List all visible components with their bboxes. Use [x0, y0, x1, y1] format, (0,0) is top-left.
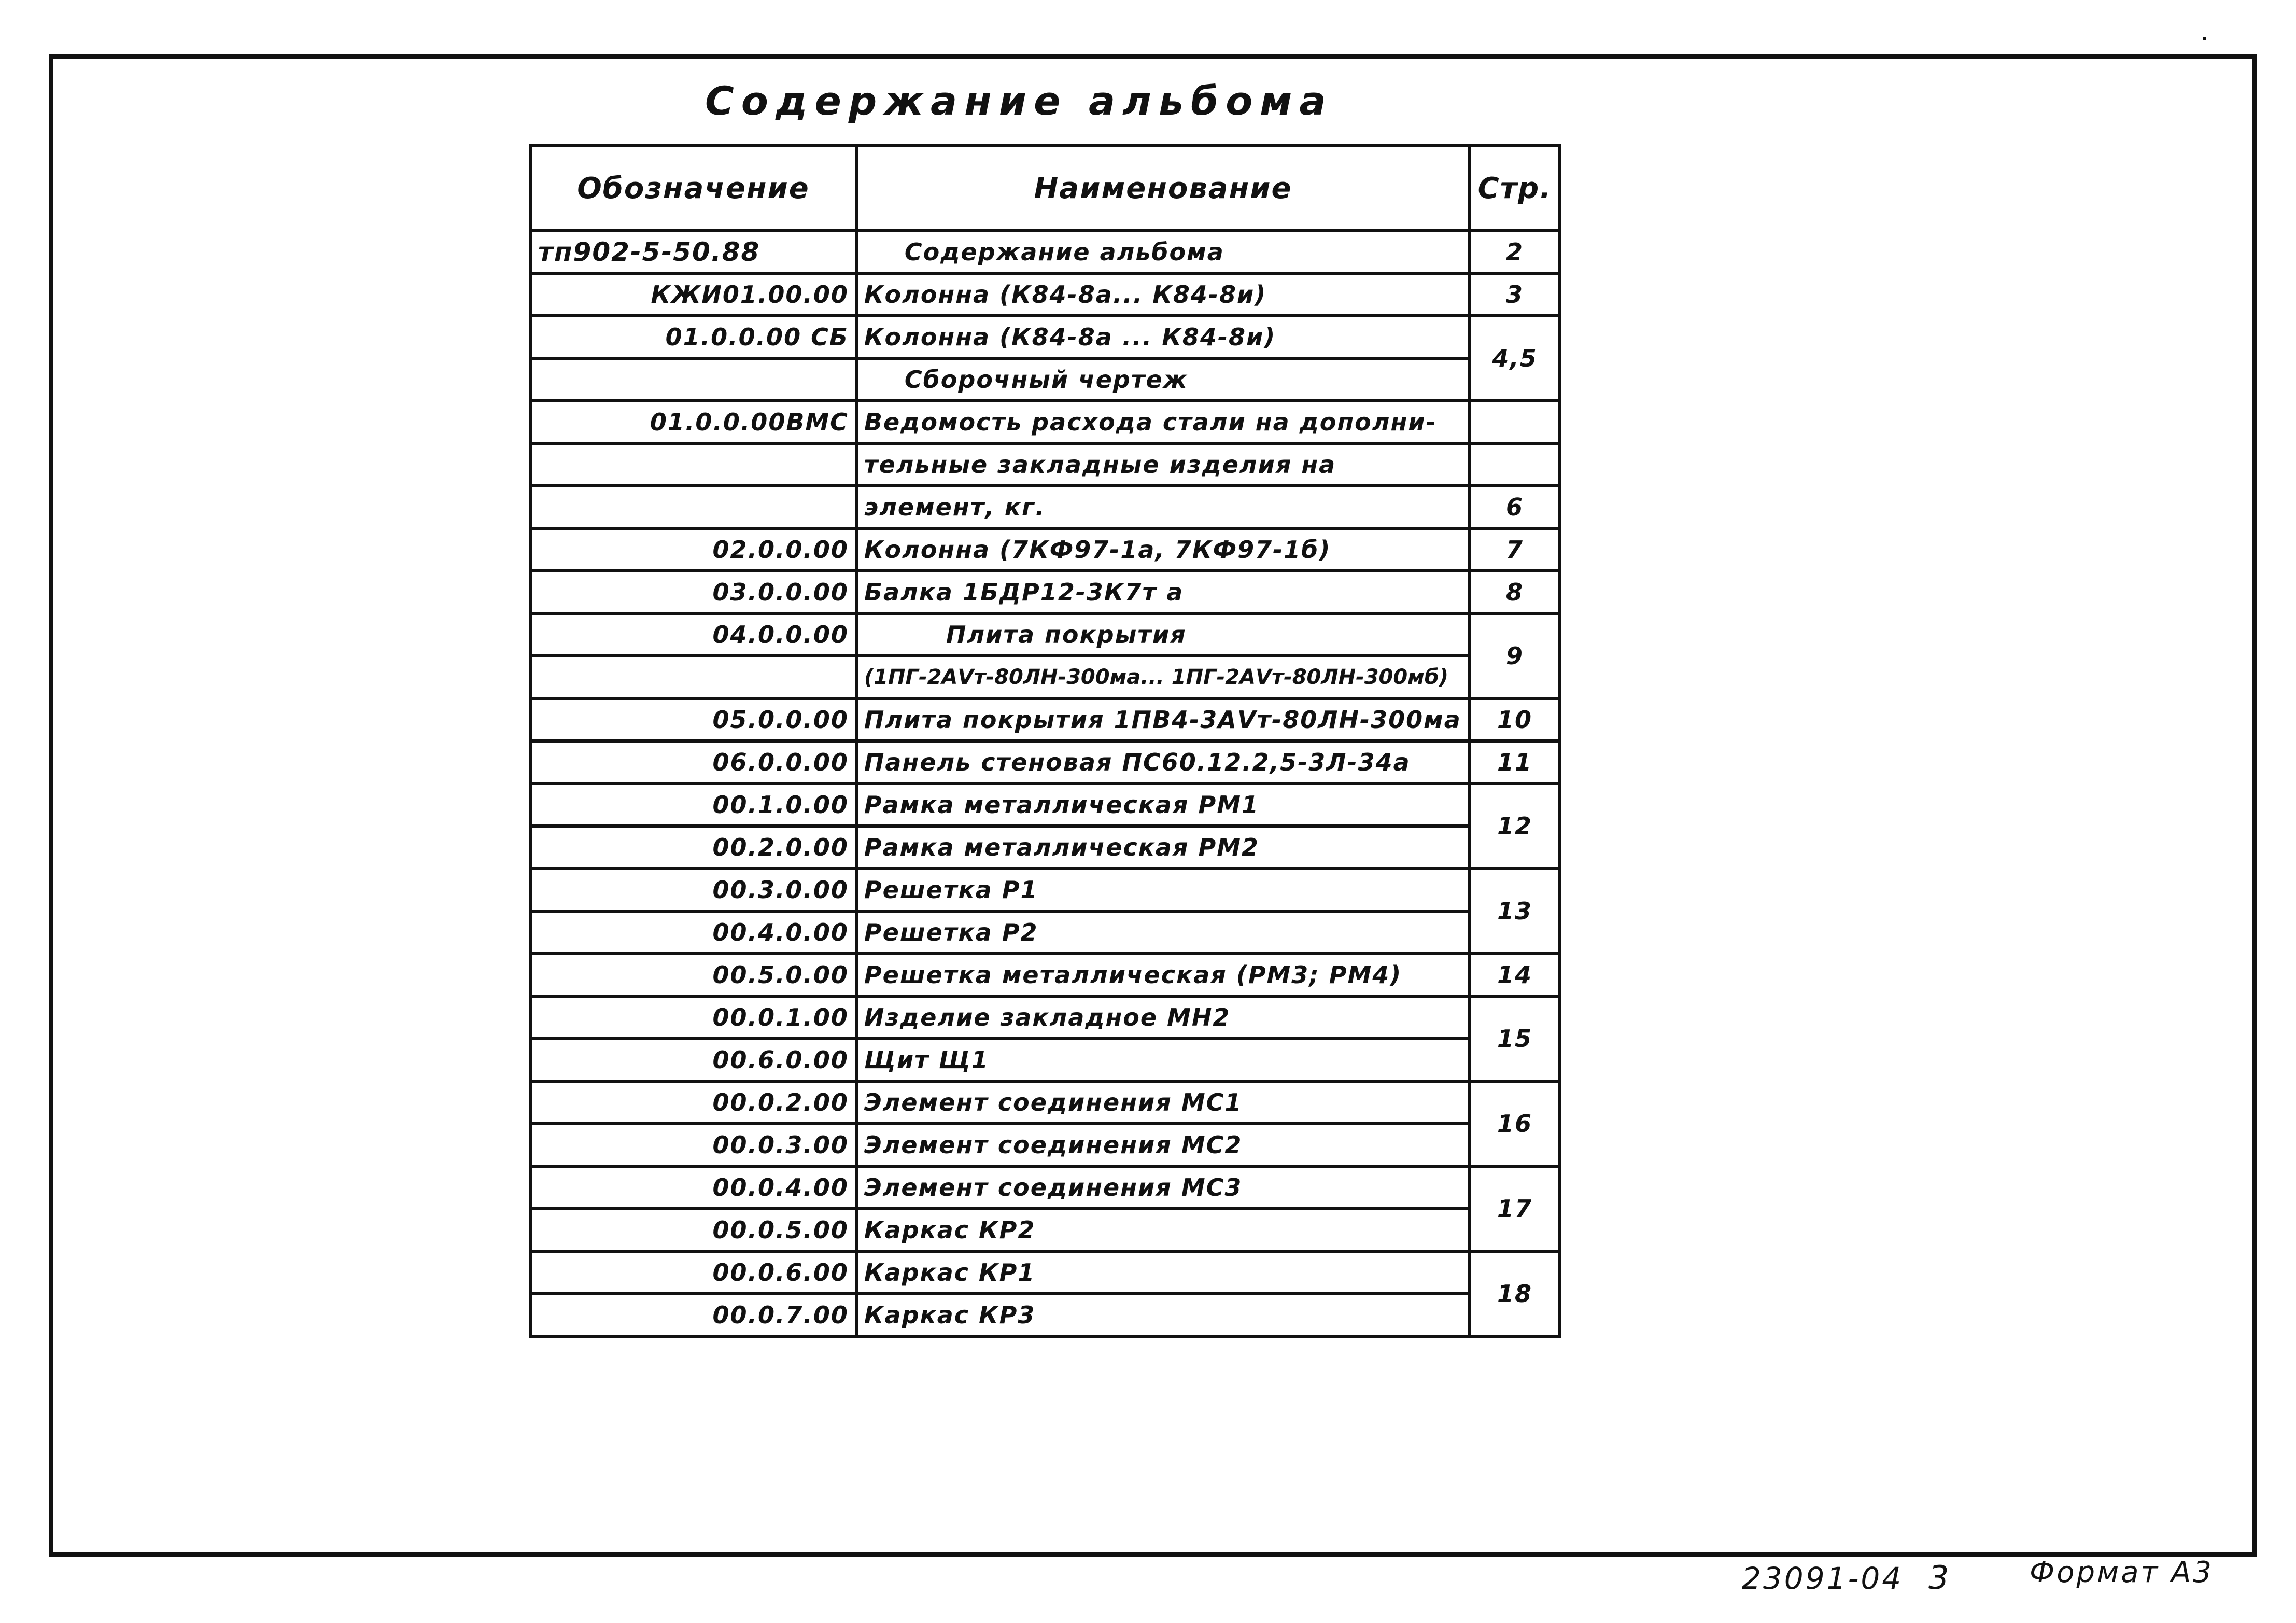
table-row: [530, 741, 1560, 783]
row-code: 01.0.0.00ВМС: [530, 401, 856, 443]
row-name: Содержание альбома: [856, 231, 1470, 273]
row-page: [1470, 401, 1560, 443]
row-code: 00.6.0.00: [530, 1039, 856, 1081]
row-name: Решетка Р2: [856, 911, 1470, 954]
row-name: (1ПГ-2АVт-80ЛН-300ма... 1ПГ-2АVт-80ЛН-300мб): [856, 656, 1470, 698]
table-row: [530, 826, 1560, 869]
row-name: Балка 1БДР12-3К7т а: [856, 571, 1470, 613]
row-page: 16: [1470, 1081, 1560, 1166]
row-name: Плита покрытия 1ПВ4-3АVт-80ЛН-300ма: [856, 698, 1470, 741]
row-page: 9: [1470, 613, 1560, 698]
table-row: [530, 1209, 1560, 1251]
row-page: 11: [1470, 741, 1560, 783]
row-name: Щит Щ1: [856, 1039, 1470, 1081]
row-code: 00.0.5.00: [530, 1209, 856, 1251]
row-name: Колонна (К84-8а ... К84-8и): [856, 316, 1470, 358]
row-code: 03.0.0.00: [530, 571, 856, 613]
row-code: КЖИ01.00.00: [530, 273, 856, 316]
document-number: 23091-04: [1742, 1561, 1904, 1596]
table-row: [530, 1039, 1560, 1081]
table-row: [530, 231, 1560, 273]
row-code: 01.0.0.00 СБ: [530, 316, 856, 358]
row-code: 00.0.4.00: [530, 1166, 856, 1209]
row-code: 06.0.0.00: [530, 741, 856, 783]
row-name: Колонна (7КФ97-1а, 7КФ97-1б): [856, 528, 1470, 571]
table-row: [530, 528, 1560, 571]
row-name: Каркас КР3: [856, 1294, 1470, 1336]
row-name: Решетка Р1: [856, 869, 1470, 911]
row-name: Каркас КР2: [856, 1209, 1470, 1251]
row-page: 14: [1470, 954, 1560, 996]
row-page: 15: [1470, 996, 1560, 1081]
row-page: 7: [1470, 528, 1560, 571]
row-code: 00.0.7.00: [530, 1294, 856, 1336]
row-name: тельные закладные изделия на: [856, 443, 1470, 486]
row-code: [530, 656, 856, 698]
row-page: 3: [1470, 273, 1560, 316]
page-title: Содержание альбома: [705, 78, 1333, 124]
table-row: [530, 316, 1560, 358]
row-code: 00.0.1.00: [530, 996, 856, 1039]
table-row: [530, 401, 1560, 443]
table-row: [530, 1251, 1560, 1294]
row-page: 13: [1470, 869, 1560, 954]
header-page: Стр.: [1470, 146, 1560, 231]
contents-table: [529, 144, 1561, 1338]
table-row: [530, 443, 1560, 486]
row-code: 00.0.6.00: [530, 1251, 856, 1294]
table-row: [530, 656, 1560, 698]
row-code: 00.0.3.00: [530, 1124, 856, 1166]
row-name: Ведомость расхода стали на дополни-: [856, 401, 1470, 443]
table-row: [530, 911, 1560, 954]
table-row: [530, 358, 1560, 401]
row-page: [1470, 443, 1560, 486]
row-name: Каркас КР1: [856, 1251, 1470, 1294]
row-page: 17: [1470, 1166, 1560, 1251]
row-code: 00.4.0.00: [530, 911, 856, 954]
table-row: [530, 783, 1560, 826]
table-row: [530, 486, 1560, 528]
table-row: [530, 996, 1560, 1039]
table-row: [530, 1124, 1560, 1166]
table-row: [530, 1081, 1560, 1124]
row-page: 8: [1470, 571, 1560, 613]
table-row: [530, 869, 1560, 911]
row-name: Изделие закладное МН2: [856, 996, 1470, 1039]
row-code: 00.0.2.00: [530, 1081, 856, 1124]
table-row: [530, 1294, 1560, 1336]
table-row: [530, 571, 1560, 613]
row-code: 02.0.0.00: [530, 528, 856, 571]
table-header: [530, 146, 1560, 231]
table-row: [530, 613, 1560, 656]
row-page: 18: [1470, 1251, 1560, 1336]
row-page: 2: [1470, 231, 1560, 273]
row-name: Плита покрытия: [856, 613, 1470, 656]
row-code: [530, 486, 856, 528]
sheet-number: 3: [1928, 1559, 1949, 1597]
row-page: 4,5: [1470, 316, 1560, 401]
row-page: 10: [1470, 698, 1560, 741]
row-name: Панель стеновая ПС60.12.2,5-3Л-34а: [856, 741, 1470, 783]
header-name: Наименование: [856, 146, 1470, 231]
header-code: Обозначение: [530, 146, 856, 231]
paper-format: Формат А3: [2030, 1556, 2214, 1589]
row-name: Колонна (К84-8а... К84-8и): [856, 273, 1470, 316]
table-row: [530, 954, 1560, 996]
row-code: 00.5.0.00: [530, 954, 856, 996]
row-page: 6: [1470, 486, 1560, 528]
row-name: Элемент соединения МС2: [856, 1124, 1470, 1166]
row-code: 05.0.0.00: [530, 698, 856, 741]
row-name: Решетка металлическая (РМ3; РМ4): [856, 954, 1470, 996]
row-name: Сборочный чертеж: [856, 358, 1470, 401]
row-code: тп902-5-50.88: [530, 231, 856, 273]
row-code: 00.2.0.00: [530, 826, 856, 869]
row-code: 00.3.0.00: [530, 869, 856, 911]
row-name: элемент, кг.: [856, 486, 1470, 528]
table-row: [530, 273, 1560, 316]
row-code: [530, 358, 856, 401]
row-name: Рамка металлическая РМ1: [856, 783, 1470, 826]
table-row: [530, 698, 1560, 741]
row-name: Элемент соединения МС1: [856, 1081, 1470, 1124]
row-code: 04.0.0.00: [530, 613, 856, 656]
row-page: 12: [1470, 783, 1560, 869]
row-code: [530, 443, 856, 486]
row-code: 00.1.0.00: [530, 783, 856, 826]
row-name: Рамка металлическая РМ2: [856, 826, 1470, 869]
corner-mark: [2203, 37, 2206, 40]
table-row: [530, 1166, 1560, 1209]
row-name: Элемент соединения МС3: [856, 1166, 1470, 1209]
